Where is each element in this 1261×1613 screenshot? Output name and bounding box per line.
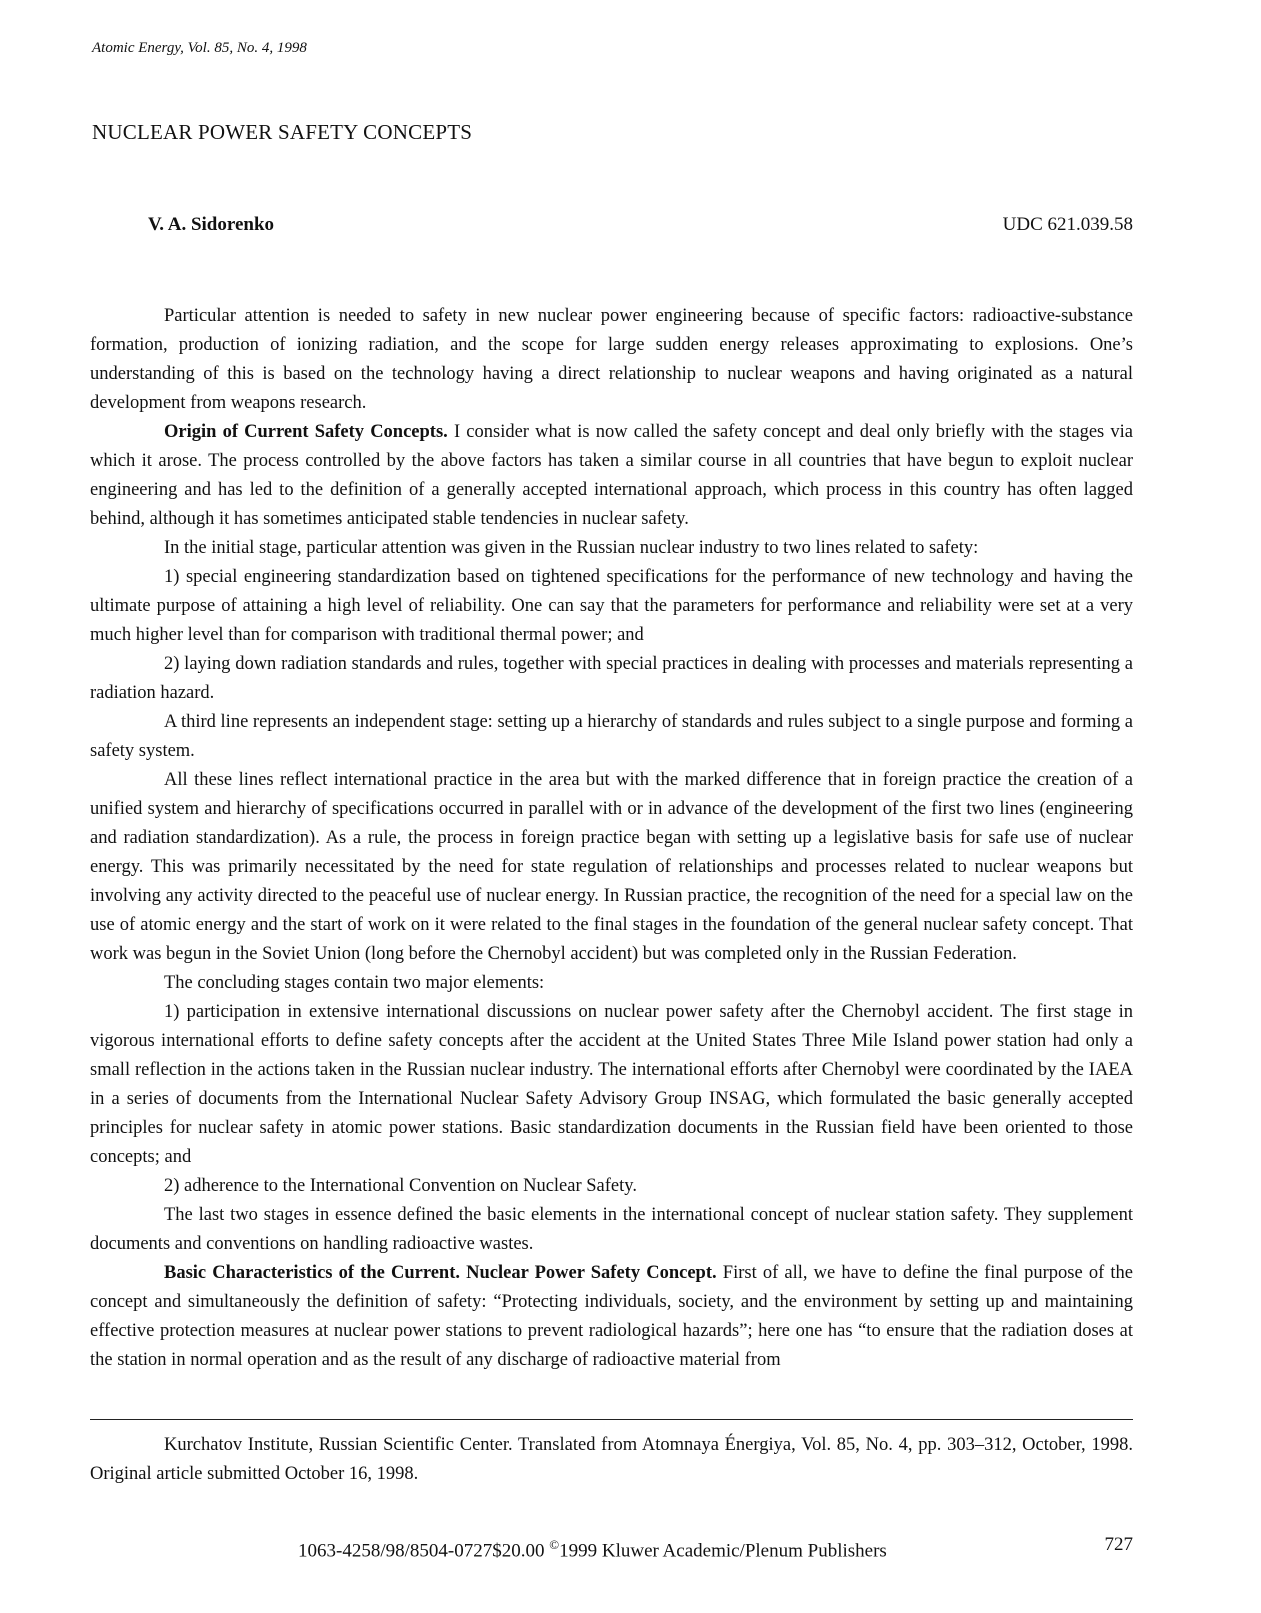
copyright-line	[298, 1537, 887, 1562]
copyright-symbol: ©	[549, 1537, 560, 1552]
paragraph: The concluding stages contain two major elements:	[164, 973, 545, 993]
section-heading: Origin of Current Safety Concepts.	[164, 422, 448, 442]
paragraph: In the initial stage, particular attention was given in the Russian nuclear industry to two lines related to safety:	[164, 538, 979, 558]
paragraph: 2) laying down radiation standards and rules, together with special practices in dealing with processes and materials representing a radiation hazard.	[90, 654, 1133, 703]
paragraph: 1) special engineering standardization based on tightened specifications for the performance of new technology and having the ultimate purpose of attaining a high level of reliability. One can say that the parameters for performance and reliability were set at a very much higher level than for comparison with traditional thermal power; and	[90, 567, 1133, 645]
footnote-text: Kurchatov Institute, Russian Scientific Center. Translated from Atomnaya Énergiya, Vol. 85, No. 4, pp. 303–312, October, 1998. Original article submitted October 16, 1998.	[90, 1435, 1133, 1484]
footnote-divider	[90, 1419, 1133, 1420]
udc-code: UDC 621.039.58	[1002, 214, 1133, 235]
section-heading: Basic Characteristics of the Current. Nuclear Power Safety Concept.	[164, 1263, 717, 1283]
paragraph: The last two stages in essence defined the basic elements in the international concept of nuclear station safety. They supplement documents and conventions on handling radioactive wastes.	[90, 1205, 1133, 1254]
paragraph: Basic Characteristics of the Current. Nuclear Power Safety Concept. First of all, we have to define the final purpose of the concept and simultaneously the definition of safety: “Protecting individuals, society, and the environment by setting up and maintaining effective protection measures at nuclear power stations to prevent radiological hazards”; here one has “to ensure that the radiation doses at the station in normal operation and as the result of any discharge of radioactive material from	[90, 1263, 1133, 1370]
paragraph: 2) adherence to the International Convention on Nuclear Safety.	[164, 1176, 637, 1196]
paragraph: Origin of Current Safety Concepts. I consider what is now called the safety concept and deal only briefly with the stages via which it arose. The process controlled by the above factors has taken a similar course in all countries that have begun to exploit nuclear engineering and has led to the definition of a generally accepted international approach, which process in this country has often lagged behind, although it has sometimes anticipated stable tendencies in nuclear safety.	[90, 422, 1133, 529]
article-code: 1063-4258/98/8504-0727$20.00	[298, 1540, 545, 1562]
paragraph: A third line represents an independent stage: setting up a hierarchy of standards and rules subject to a single purpose and forming a safety system.	[90, 712, 1133, 761]
journal-citation: Atomic Energy, Vol. 85, No. 4, 1998	[92, 40, 307, 56]
copyright-text: 1999 Kluwer Academic/Plenum Publishers	[559, 1540, 887, 1562]
article-body	[90, 302, 1133, 1375]
paragraph: 1) participation in extensive international discussions on nuclear power safety after the Chernobyl accident. The first stage in vigorous international efforts to define safety concepts after the accident at the United States Three Mile Island power station had only a small reflection in the actions taken in the Russian nuclear industry. The international efforts after Chernobyl were coordinated by the IAEA in a series of documents from the International Nuclear Safety Advisory Group INSAG, which formulated the basic generally accepted principles for nuclear safety in atomic power stations. Basic standardization documents in the Russian field have been oriented to those concepts; and	[90, 1002, 1133, 1167]
author-name: V. A. Sidorenko	[148, 214, 275, 235]
paragraph: Particular attention is needed to safety in new nuclear power engineering because of specific factors: radioactive-substance formation, production of ionizing radiation, and the scope for large sudden energy releases approximating to explosions. One’s understanding of this is based on the technology having a direct relationship to nuclear weapons and having originated as a natural development from weapons research.	[90, 306, 1133, 413]
page-number: 727	[1104, 1534, 1133, 1555]
paragraph: All these lines reflect international practice in the area but with the marked difference that in foreign practice the creation of a unified system and hierarchy of specifications occurred in parallel with or in advance of the development of the first two lines (engineering and radiation standardization). As a rule, the process in foreign practice began with setting up a legislative basis for safe use of nuclear energy. This was primarily necessitated by the need for state regulation of relationships and processes related to nuclear weapons but involving any activity directed to the peaceful use of nuclear energy. In Russian practice, the recognition of the need for a special law on the use of atomic energy and the start of work on it were related to the final stages in the foundation of the general nuclear safety concept. That work was begun in the Soviet Union (long before the Chernobyl accident) but was completed only in the Russian Federation.	[90, 770, 1133, 964]
footnote	[90, 1431, 1133, 1489]
article-title: NUCLEAR POWER SAFETY CONCEPTS	[92, 120, 473, 144]
